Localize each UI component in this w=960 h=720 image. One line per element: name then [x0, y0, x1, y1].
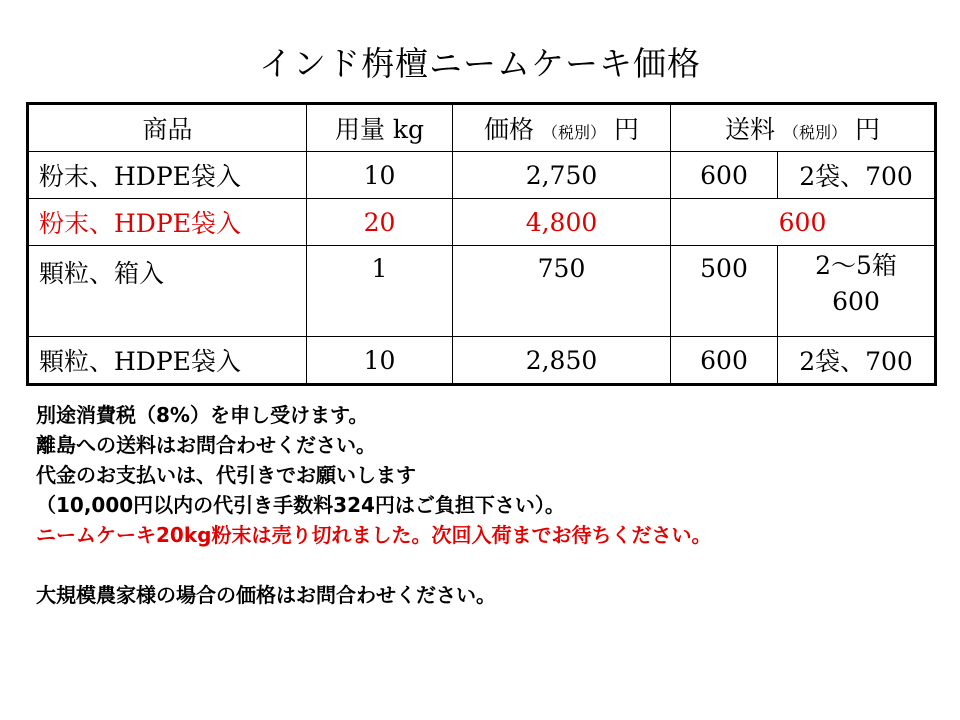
- note-islands: 離島への送料はお問合わせください。: [36, 433, 376, 457]
- header-shipping: [671, 104, 936, 152]
- cell-amount: 20: [307, 199, 453, 246]
- cell-price: 750: [453, 246, 671, 337]
- cell-shipping: 600: [671, 199, 936, 246]
- page-title: インド栴檀ニームケーキ価格: [259, 44, 701, 83]
- header-price-unit: 円: [613, 115, 639, 144]
- table-row-highlighted: [28, 199, 936, 246]
- header-shipping-tax: （税別）: [783, 123, 848, 142]
- table-row: [28, 152, 936, 199]
- cell-product: 粉末、HDPE袋入: [28, 152, 307, 199]
- note-payment: 代金のお支払いは、代引きでお願いします: [36, 463, 416, 487]
- header-shipping-label: 送料: [725, 115, 776, 144]
- header-product: 商品: [28, 104, 307, 152]
- cell-shipping-multi: 2袋、700: [778, 152, 936, 199]
- cell-amount: 10: [307, 337, 453, 385]
- cell-amount: 10: [307, 152, 453, 199]
- note-sold-out: ニームケーキ20kg粉末は売り切れました。次回入荷までお待ちください。: [36, 523, 712, 547]
- header-amount: 用量 kg: [307, 104, 453, 152]
- note-spacer: [36, 550, 936, 580]
- notes: [36, 400, 936, 610]
- note-large-farms: 大規模農家様の場合の価格はお問合わせください。: [36, 583, 496, 607]
- cell-shipping: 600: [671, 152, 778, 199]
- cell-shipping-multi: [778, 246, 936, 337]
- cell-shipping: 600: [671, 337, 778, 385]
- cell-shipping-multi-line1: 2～5箱: [815, 251, 897, 280]
- table-row: [28, 246, 936, 337]
- cell-product: 顆粒、箱入: [28, 246, 307, 337]
- header-shipping-unit: 円: [854, 115, 880, 144]
- table-row: [28, 337, 936, 385]
- table-header-row: [28, 104, 936, 152]
- cell-shipping-multi-line2: 600: [832, 287, 880, 316]
- cell-price: 2,850: [453, 337, 671, 385]
- header-price: [453, 104, 671, 152]
- cell-price: 2,750: [453, 152, 671, 199]
- header-price-tax: （税別）: [541, 123, 606, 142]
- price-table: [26, 102, 937, 386]
- cell-product: 顆粒、HDPE袋入: [28, 337, 307, 385]
- note-fee: （10,000円以内の代引き手数料324円はご負担下さい）。: [36, 493, 565, 517]
- cell-product: 粉末、HDPE袋入: [28, 199, 307, 246]
- cell-shipping: 500: [671, 246, 778, 337]
- cell-amount: 1: [307, 246, 453, 337]
- note-tax: 別途消費税（8%）を申し受けます。: [36, 403, 369, 427]
- header-price-label: 価格: [484, 115, 535, 144]
- cell-shipping-multi: 2袋、700: [778, 337, 936, 385]
- cell-price: 4,800: [453, 199, 671, 246]
